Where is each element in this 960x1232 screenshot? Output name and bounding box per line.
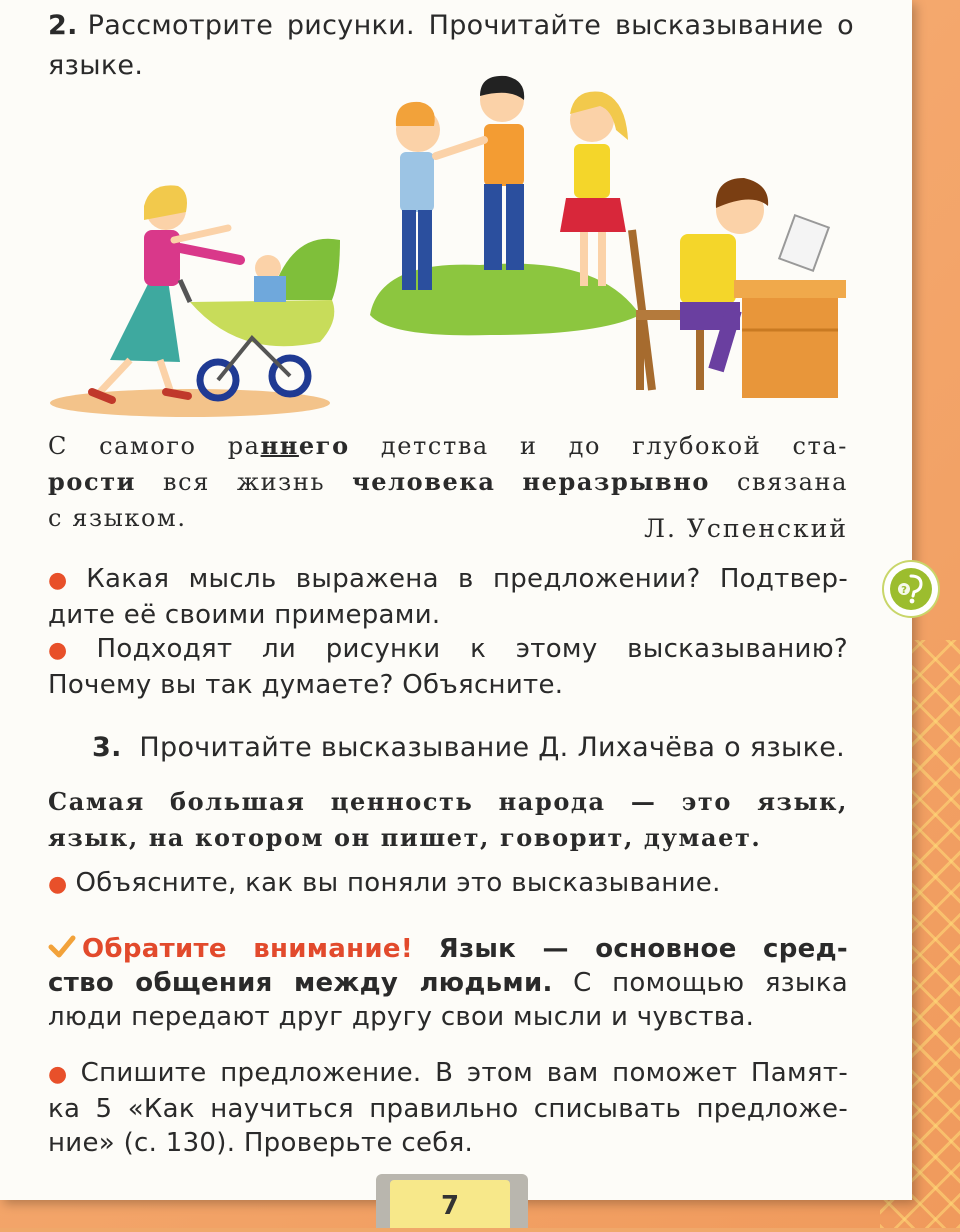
question-block-2	[48, 866, 848, 902]
quote1-text: связана	[710, 468, 849, 496]
quote-author: Л. Успенский	[644, 514, 848, 543]
bullet-icon: ●	[48, 872, 68, 897]
copy-task-line: ка 5 «Как научиться правильно списывать предложе-	[48, 1094, 848, 1124]
question-line	[48, 632, 848, 668]
quote1-line1	[48, 428, 848, 464]
quote2-line1: Самая большая ценность народа — это язык,	[48, 787, 848, 816]
mother-with-stroller	[92, 185, 340, 400]
task-number: 3.	[92, 732, 122, 763]
question-line	[48, 866, 848, 902]
task-text: Прочитайте высказывание Д. Лихачёва о языке.	[139, 732, 846, 763]
quote-likhachev	[48, 784, 848, 856]
attention-line1	[48, 932, 848, 966]
question-text: Какая мысль выражена в предложении? Подтвер-	[86, 564, 848, 594]
three-children	[396, 76, 628, 290]
quote1-bold: рости	[48, 467, 137, 496]
attention-line3: люди передают друг другу свои мысли и чувства.	[48, 1002, 755, 1032]
copy-task-line	[48, 1056, 848, 1092]
question-text: Объясните, как вы поняли это высказывание.	[75, 868, 721, 898]
task-number: 2.	[48, 10, 78, 41]
question-line	[48, 562, 848, 598]
attention-bold: Язык — основное сред-	[438, 934, 848, 964]
quote1-text: вся	[136, 468, 237, 496]
quote2-line2: язык, на котором он пишет, говорит, думает.	[48, 823, 762, 852]
question-line: Почему вы так думаете? Объясните.	[48, 670, 564, 700]
task-text: Рассмотрите рисунки. Прочитайте высказывание о языке.	[48, 10, 854, 81]
task-3-header	[92, 732, 845, 763]
quote1-text	[325, 468, 352, 496]
quote1-text: детства и до глубокой ста-	[349, 432, 848, 460]
question-badge-icon[interactable]	[884, 562, 938, 616]
checkmark-icon	[48, 935, 76, 959]
attention-line2	[48, 966, 848, 1000]
boy-reading	[632, 178, 846, 398]
illustration	[40, 70, 860, 420]
quote1-bold: человека	[352, 467, 496, 496]
questions-block-1	[48, 562, 848, 702]
copy-task-block	[48, 1056, 848, 1160]
badge-symbol: ?	[901, 585, 907, 596]
quote1-underlined: нн	[260, 431, 299, 460]
quote1-text: жизнь	[236, 468, 326, 496]
attention-text: С помощью языка	[573, 968, 848, 998]
question-line: дите её своими примерами.	[48, 600, 441, 630]
quote1-line3: с языком.	[48, 504, 187, 532]
question-badge-inner	[890, 568, 932, 610]
attention-bold: ство общения между людьми.	[48, 968, 553, 998]
bullet-icon: ●	[48, 1062, 73, 1087]
quote1-text: С самого ра	[48, 432, 261, 460]
attention-label: Обратите внимание!	[82, 934, 414, 964]
quote1-text	[496, 468, 523, 496]
question-mark-icon	[890, 568, 932, 610]
page-number: 7	[390, 1180, 510, 1228]
quote1-bold: неразрывно	[522, 467, 711, 496]
bullet-icon: ●	[48, 638, 89, 663]
quote1-line2	[48, 464, 848, 500]
question-text: Подходят ли рисунки к этому высказыванию?	[96, 634, 848, 664]
attention-block	[48, 932, 848, 1034]
copy-task-line: ние» (с. 130). Проверьте себя.	[48, 1128, 474, 1158]
copy-task-text: Спишите предложение. В этом вам поможет Памят-	[80, 1058, 848, 1088]
bullet-icon: ●	[48, 568, 79, 593]
quote1-bold: его	[298, 431, 350, 460]
